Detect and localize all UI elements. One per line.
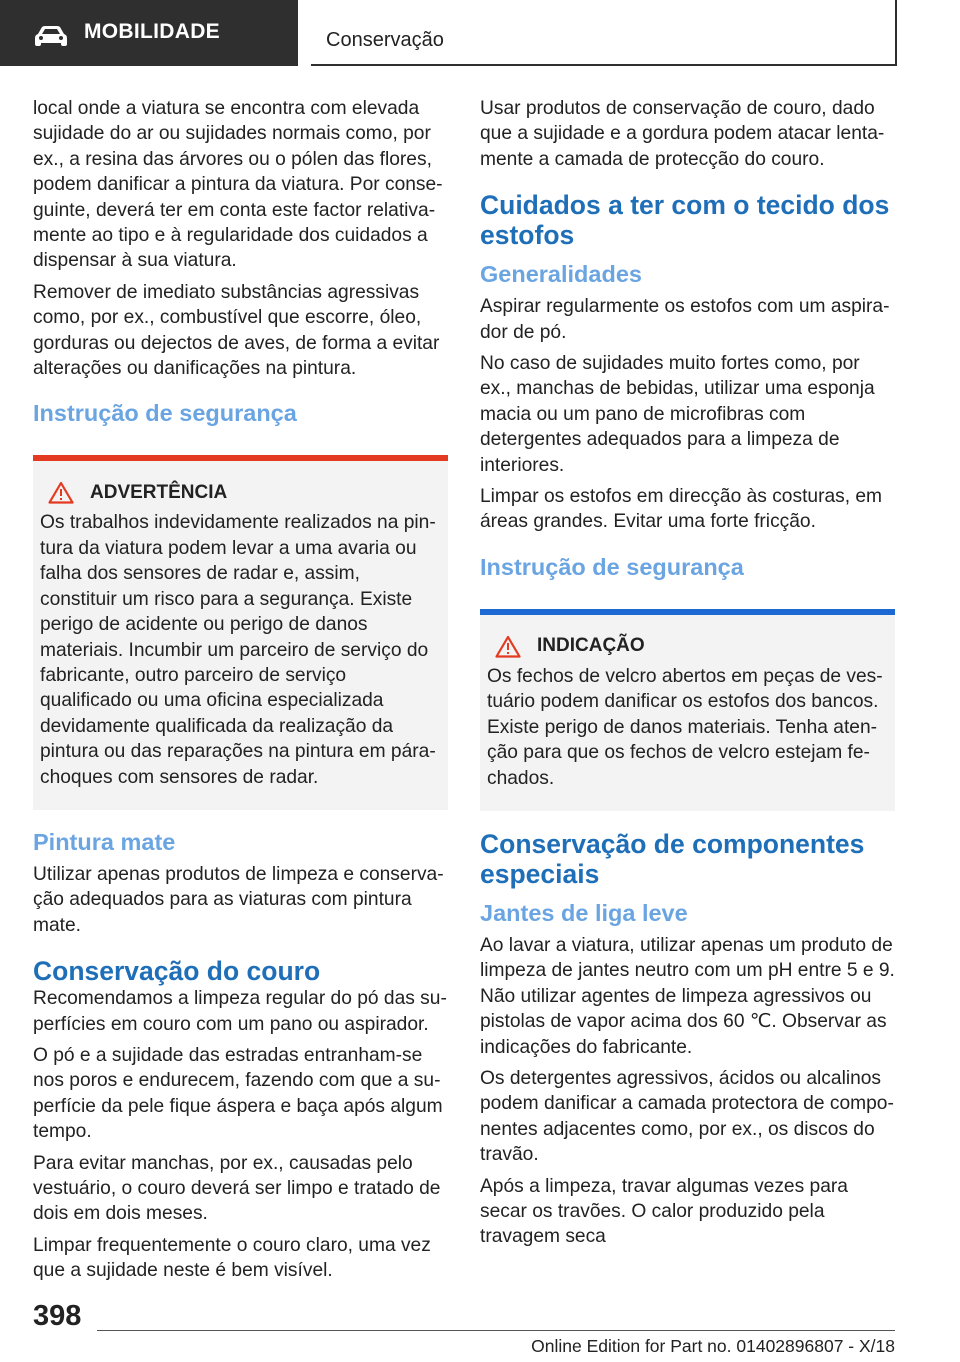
section-header — [311, 0, 897, 66]
heading-safety-instruction: Instrução de segurança — [480, 553, 744, 580]
heading-safety-instruction: Instrução de segurança — [33, 400, 297, 427]
paragraph: Utilizar apenas produtos de limpeza e conservação adequados para as viaturas com pintura mate. — [33, 863, 444, 936]
paragraph: Para evitar manchas, por ex., causadas pelo vestuário, o couro deverá ser limpo e tratado de dois em dois meses. — [33, 1152, 441, 1225]
page-number: 398 — [33, 1300, 82, 1332]
heading-alloy-rims: Jantes de liga leve — [480, 899, 688, 926]
heading-special-components: Conservação de componentes especiais — [480, 828, 865, 889]
warning-triangle-icon — [495, 635, 521, 658]
footer-edition: Online Edition for Part no. 01402896807 - X/18 — [531, 1336, 895, 1356]
notice-text: Os fechos de velcro abertos em peças de vestuário podem danificar os estofos dos bancos. Existe perigo de danos materiais. Tenha atenção para que os fechos de velcro estejam fechados. — [487, 665, 883, 789]
paragraph: No caso de sujidades muito fortes como, por ex., manchas de bebidas, utilizar uma esponja macia ou um pano de microfibras com detergentes adequados para a limpeza de interiores. — [480, 353, 875, 476]
warning-title — [40, 481, 441, 504]
paragraph: Usar produtos de conservação de couro, dado que a sujidade e a gordura podem atacar lentamente a camada de protecção do couro. — [480, 98, 885, 170]
footer-divider — [97, 1330, 895, 1331]
paragraph: Remover de imediato substâncias agressivas como, por ex., combustível que escorre, óleo, gorduras ou dejectos de aves, de forma a evitar alterações ou danificações na pintura. — [33, 281, 440, 380]
paragraph: Ao lavar a viatura, utilizar apenas um produto de limpeza de jantes neutro com um pH entre 5 e 9. Não utilizar agentes de limpeza agressivos ou pistolas de vapor acima dos 60 ℃. Observar as indicações do fabricante. — [480, 934, 895, 1058]
paragraph: Limpar os estofos em direcção às costuras, em áreas grandes. Evitar uma forte fricção. — [480, 486, 883, 533]
paragraph: O pó e a sujidade das estradas entranham-se nos poros e endurecem, fazendo com que a superfície da pele fique áspera e baça após algum tempo. — [33, 1044, 443, 1143]
notice-box — [480, 609, 895, 811]
paragraph: Aspirar regularmente os estofos com um aspirador de pó. — [480, 296, 890, 343]
heading-fabric-care: Cuidados a ter com o tecido dos estofos — [480, 190, 890, 251]
warning-label: ADVERTÊNCIA — [90, 481, 228, 503]
heading-matte-paint: Pintura mate — [33, 828, 176, 855]
car-icon — [34, 25, 68, 47]
right-column — [480, 96, 895, 1256]
notice-title — [487, 635, 888, 658]
paragraph: Os detergentes agressivos, ácidos ou alcalinos podem danificar a camada protectora de componentes adjacentes como, por ex., os discos do travão. — [480, 1067, 894, 1166]
tab-label: MOBILIDADE — [84, 20, 220, 43]
warning-text: Os trabalhos indevidamente realizados na pintura da viatura podem levar a uma avaria ou falha dos sensores de radar e, assim, constituir um risco para a segurança. Existe perigo de acidente ou perigo de danos materiais. Incumbir um parceiro de serviço do fabricante, outro parceiro de serviço qualificado ou uma oficina especializada devidamente qualificada da realização da pintura ou das reparações na pintura em pára-choques com sensores de radar. — [40, 512, 436, 788]
paragraph: Limpar frequentemente o couro claro, uma vez que a sujidade neste é bem visível. — [33, 1234, 431, 1282]
warning-triangle-icon — [48, 481, 74, 504]
header-tab-mobilidade[interactable] — [0, 0, 298, 66]
paragraph: local onde a viatura se encontra com elevada sujidade do ar ou sujidades normais como, por ex., a resina das árvores ou o pólen das flores, podem danificar a pintura da viatura. Por conseguinte, deverá ter em conta este factor relativamente ao tipo e à regularidade dos cuidados a dispensar à sua viatura. — [33, 98, 443, 272]
paragraph: Após a limpeza, travar algumas vezes para secar os travões. O calor produzido pela travagem seca — [480, 1175, 848, 1248]
warning-box — [33, 455, 448, 809]
paragraph: Recomendamos a limpeza regular do pó das superfícies em couro com um pano ou aspirador. — [33, 988, 447, 1035]
left-column — [33, 96, 448, 1290]
section-title: Conservação — [326, 29, 444, 51]
heading-general: Generalidades — [480, 261, 642, 288]
notice-label: INDICAÇÃO — [537, 635, 645, 657]
heading-leather-care: Conservação do couro — [33, 956, 321, 987]
